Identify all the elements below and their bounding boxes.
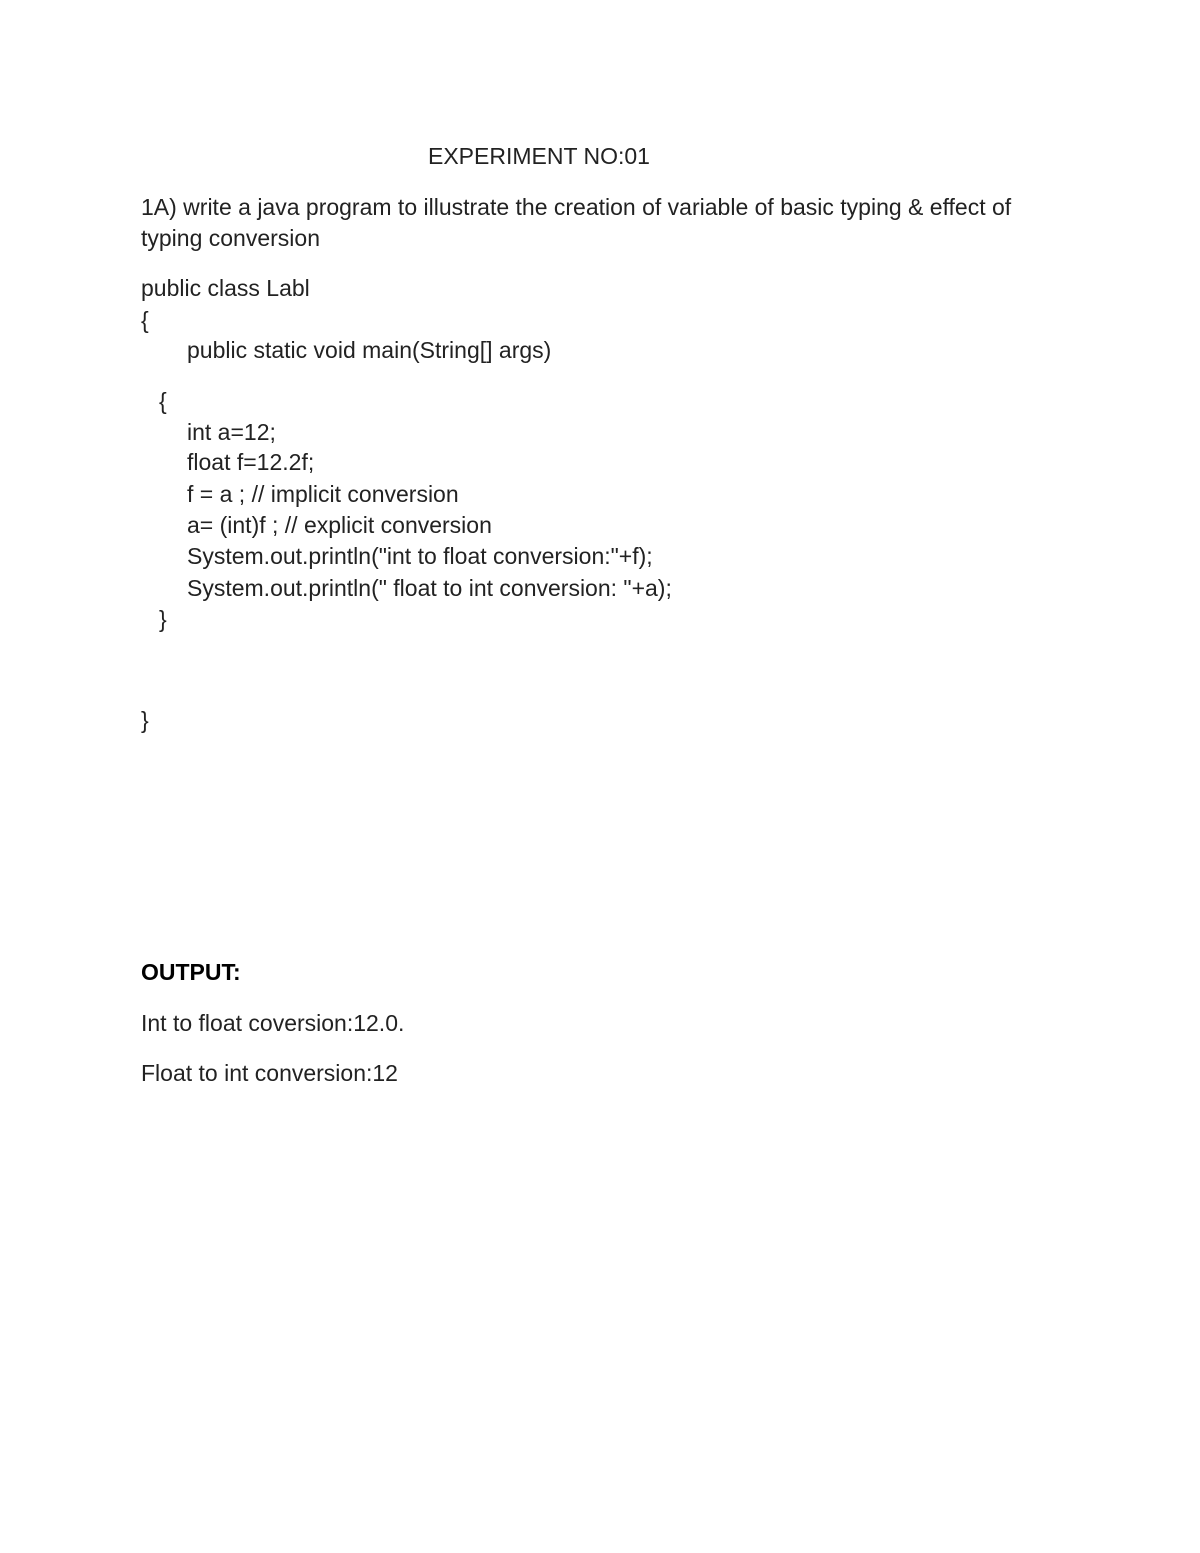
code-line: } — [159, 606, 167, 632]
code-line: public class Labl — [141, 275, 310, 301]
question-text-line-2: typing conversion — [141, 225, 320, 251]
question-text-line-1: 1A) write a java program to illustrate the creation of variable of basic typing & effect of — [141, 194, 1012, 220]
code-line: System.out.println("int to float conversion:"+f); — [187, 543, 653, 569]
code-line: a= (int)f ; // explicit conversion — [187, 512, 492, 538]
output-heading: OUTPUT: — [141, 959, 241, 985]
output-line: Float to int conversion:12 — [141, 1060, 398, 1086]
code-line: public static void main(String[] args) — [187, 337, 552, 363]
code-line: float f=12.2f; — [187, 449, 315, 475]
code-line: { — [159, 388, 167, 414]
code-line: f = a ; // implicit conversion — [187, 481, 459, 507]
code-line: int a=12; — [187, 419, 276, 445]
code-line: System.out.println(" float to int conversion: "+a); — [187, 575, 672, 601]
output-line: Int to float coversion:12.0. — [141, 1010, 405, 1036]
code-line: { — [141, 307, 149, 333]
code-line: } — [141, 707, 149, 733]
experiment-title: EXPERIMENT NO:01 — [428, 143, 650, 169]
